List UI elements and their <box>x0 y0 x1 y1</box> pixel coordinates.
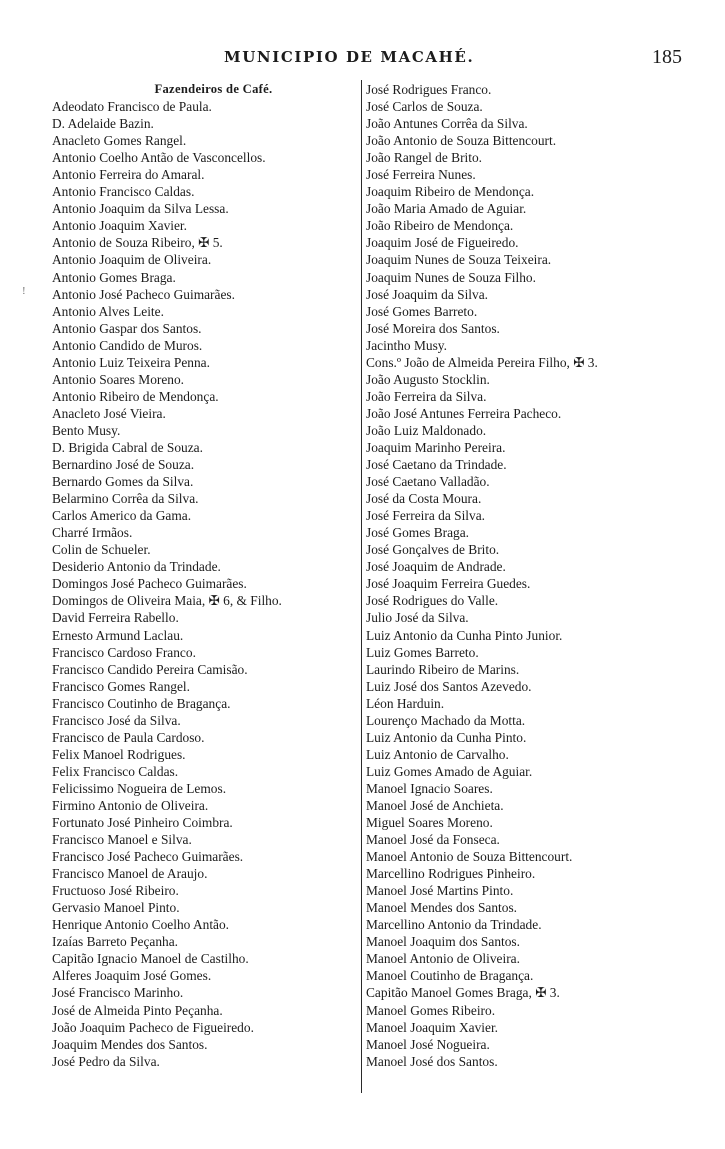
list-item: Fortunato José Pinheiro Coimbra. <box>52 815 233 831</box>
list-item: Bento Musy. <box>52 422 121 438</box>
list-item: David Ferreira Rabello. <box>52 610 179 626</box>
list-item: Marcellino Rodrigues Pinheiro. <box>366 866 536 882</box>
list-item: Manoel José da Fonseca. <box>366 832 500 848</box>
list-item: João José Antunes Ferreira Pacheco. <box>366 405 562 421</box>
list-item: Antonio Francisco Caldas. <box>52 184 195 200</box>
list-item: Felix Francisco Caldas. <box>52 763 179 779</box>
list-item: Izaías Barreto Peçanha. <box>52 934 179 950</box>
list-item: Manoel José Nogueira. <box>366 1036 490 1052</box>
list-item: Henrique Antonio Coelho Antão. <box>52 917 230 933</box>
list-item: Antonio Joaquim de Oliveira. <box>52 252 212 268</box>
list-item: Cons.º João de Almeida Pereira Filho, ✠ 3. <box>366 354 598 370</box>
list-item: João Rangel de Brito. <box>366 150 483 166</box>
list-item: Francisco Candido Pereira Camisão. <box>52 661 248 677</box>
list-item: José Rodrigues do Valle. <box>366 593 499 609</box>
list-item: Colin de Schueler. <box>52 542 151 558</box>
list-item: Manoel José dos Santos. <box>366 1053 498 1069</box>
list-item: Manoel Ignacio Soares. <box>366 780 493 796</box>
list-item: Luiz Gomes Barreto. <box>366 644 479 660</box>
list-item: João Joaquim Pacheco de Figueiredo. <box>52 1019 254 1035</box>
list-item: Luiz Antonio da Cunha Pinto. <box>366 729 527 745</box>
left-entry-list <box>52 98 357 1070</box>
list-item: João Ribeiro de Mendonça. <box>366 218 514 234</box>
list-item: Francisco Manoel de Araujo. <box>52 866 208 882</box>
list-item: Laurindo Ribeiro de Marins. <box>366 661 520 677</box>
list-item: Julio José da Silva. <box>366 610 469 626</box>
list-item: D. Brigida Cabral de Souza. <box>52 439 203 455</box>
list-item: D. Adelaide Bazin. <box>52 116 154 132</box>
list-item: Gervasio Manoel Pinto. <box>52 900 180 916</box>
list-item: Manoel Joaquim Xavier. <box>366 1019 499 1035</box>
list-item: Luiz Gomes Amado de Aguiar. <box>366 763 533 779</box>
list-item: Luiz Antonio de Carvalho. <box>366 746 509 762</box>
right-entry-list <box>366 81 711 1070</box>
list-item: Manoel Joaquim dos Santos. <box>366 934 520 950</box>
list-item: José Carlos de Souza. <box>366 99 483 115</box>
list-item: Domingos José Pacheco Guimarães. <box>52 576 247 592</box>
list-item: Carlos Americo da Gama. <box>52 508 192 524</box>
list-item: Manoel Coutinho de Bragança. <box>366 968 534 984</box>
list-item: Desiderio Antonio da Trindade. <box>52 559 221 575</box>
list-item: João Maria Amado de Aguiar. <box>366 201 527 217</box>
list-item: Bernardino José de Souza. <box>52 457 195 473</box>
list-item: Francisco Cardoso Franco. <box>52 644 196 660</box>
list-item: Joaquim Nunes de Souza Filho. <box>366 269 536 285</box>
list-item: Manoel Gomes Ribeiro. <box>366 1002 496 1018</box>
list-item: Manoel José Martins Pinto. <box>366 883 514 899</box>
list-item: Felix Manoel Rodrigues. <box>52 746 186 762</box>
list-item: Joaquim Marinho Pereira. <box>366 439 506 455</box>
list-item: Capitão Manoel Gomes Braga, ✠ 3. <box>366 985 560 1001</box>
list-item: José de Almeida Pinto Peçanha. <box>52 1002 223 1018</box>
list-item: José da Costa Moura. <box>366 491 482 507</box>
list-item: Antonio Gaspar dos Santos. <box>52 320 202 336</box>
list-item: José Ferreira Nunes. <box>366 167 476 183</box>
page-number: 185 <box>652 46 682 68</box>
list-item: Antonio Soares Moreno. <box>52 371 185 387</box>
list-item: Francisco José Pacheco Guimarães. <box>52 849 244 865</box>
list-item: Luiz José dos Santos Azevedo. <box>366 678 532 694</box>
column-divider <box>361 80 362 1093</box>
list-item: Antonio Joaquim Xavier. <box>52 218 188 234</box>
list-item: Miguel Soares Moreno. <box>366 815 493 831</box>
list-item: Antonio Luiz Teixeira Penna. <box>52 354 210 370</box>
list-item: Fructuoso José Ribeiro. <box>52 883 179 899</box>
list-item: Firmino Antonio de Oliveira. <box>52 797 209 813</box>
list-item: Manoel Antonio de Oliveira. <box>366 951 520 967</box>
list-item: José Francisco Marinho. <box>52 985 184 1001</box>
list-item: Luiz Antonio da Cunha Pinto Junior. <box>366 627 563 643</box>
list-item: José Gomes Barreto. <box>366 303 478 319</box>
list-item: José Joaquim de Andrade. <box>366 559 506 575</box>
list-item: Manoel Mendes dos Santos. <box>366 900 518 916</box>
list-item: Antonio Alves Leite. <box>52 303 164 319</box>
list-item: Joaquim Nunes de Souza Teixeira. <box>366 252 552 268</box>
list-item: Antonio Ribeiro de Mendonça. <box>52 388 219 404</box>
list-item: Capitão Ignacio Manoel de Castilho. <box>52 951 249 967</box>
list-item: Joaquim José de Figueiredo. <box>366 235 519 251</box>
list-item: João Augusto Stocklin. <box>366 371 490 387</box>
list-item: Anacleto José Vieira. <box>52 405 166 421</box>
list-item: Marcellino Antonio da Trindade. <box>366 917 542 933</box>
list-item: João Ferreira da Silva. <box>366 388 487 404</box>
list-item: Antonio Ferreira do Amaral. <box>52 167 205 183</box>
list-item: Felicissimo Nogueira de Lemos. <box>52 780 227 796</box>
list-item: João Luiz Maldonado. <box>366 422 487 438</box>
list-item: José Caetano Valladão. <box>366 474 490 490</box>
list-item: Alferes Joaquim José Gomes. <box>52 968 212 984</box>
list-item: José Ferreira da Silva. <box>366 508 485 524</box>
left-column <box>52 81 357 1070</box>
list-item: Anacleto Gomes Rangel. <box>52 133 187 149</box>
list-item: Francisco Manoel e Silva. <box>52 832 192 848</box>
list-item: Joaquim Mendes dos Santos. <box>52 1036 208 1052</box>
list-item: José Rodrigues Franco. <box>366 82 492 97</box>
list-item: Francisco Coutinho de Bragança. <box>52 695 231 711</box>
list-item: Belarmino Corrêa da Silva. <box>52 491 199 507</box>
margin-mark: ! <box>22 285 26 297</box>
list-item: Lourenço Machado da Motta. <box>366 712 526 728</box>
list-item: Manoel Antonio de Souza Bittencourt. <box>366 849 573 865</box>
list-item: Francisco José da Silva. <box>52 712 181 728</box>
list-item: Charré Irmãos. <box>52 525 133 541</box>
list-item: Jacintho Musy. <box>366 337 447 353</box>
list-item: José Gomes Braga. <box>366 525 470 541</box>
list-item: José Gonçalves de Brito. <box>366 542 500 558</box>
list-item: Antonio Joaquim da Silva Lessa. <box>52 201 229 217</box>
list-item: João Antonio de Souza Bittencourt. <box>366 133 557 149</box>
list-item: Antonio Coelho Antão de Vasconcellos. <box>52 150 266 166</box>
list-item: Adeodato Francisco de Paula. <box>52 99 212 115</box>
list-item: Francisco de Paula Cardoso. <box>52 729 205 745</box>
list-item: Joaquim Ribeiro de Mendonça. <box>366 184 535 200</box>
list-item: José Moreira dos Santos. <box>366 320 500 336</box>
list-item: João Antunes Corrêa da Silva. <box>366 116 528 132</box>
page-header <box>0 48 725 72</box>
list-item: José Caetano da Trindade. <box>366 457 507 473</box>
running-title: MUNICIPIO DE MACAHÉ. <box>224 48 475 66</box>
list-item: Antonio de Souza Ribeiro, ✠ 5. <box>52 235 223 251</box>
list-item: José Joaquim Ferreira Guedes. <box>366 576 531 592</box>
list-item: Antonio José Pacheco Guimarães. <box>52 286 235 302</box>
list-item: Francisco Gomes Rangel. <box>52 678 190 694</box>
list-item: José Pedro da Silva. <box>52 1053 160 1069</box>
list-item: Antonio Gomes Braga. <box>52 269 176 285</box>
list-item: José Joaquim da Silva. <box>366 286 488 302</box>
list-item: Ernesto Armund Laclau. <box>52 627 184 643</box>
section-heading: Fazendeiros de Café. <box>154 82 273 96</box>
right-column <box>366 81 711 1070</box>
list-item: Manoel José de Anchieta. <box>366 797 504 813</box>
list-item: Antonio Candido de Muros. <box>52 337 203 353</box>
list-item: Léon Harduin. <box>366 695 445 711</box>
list-item: Bernardo Gomes da Silva. <box>52 474 194 490</box>
list-item: Domingos de Oliveira Maia, ✠ 6, & Filho. <box>52 593 282 609</box>
